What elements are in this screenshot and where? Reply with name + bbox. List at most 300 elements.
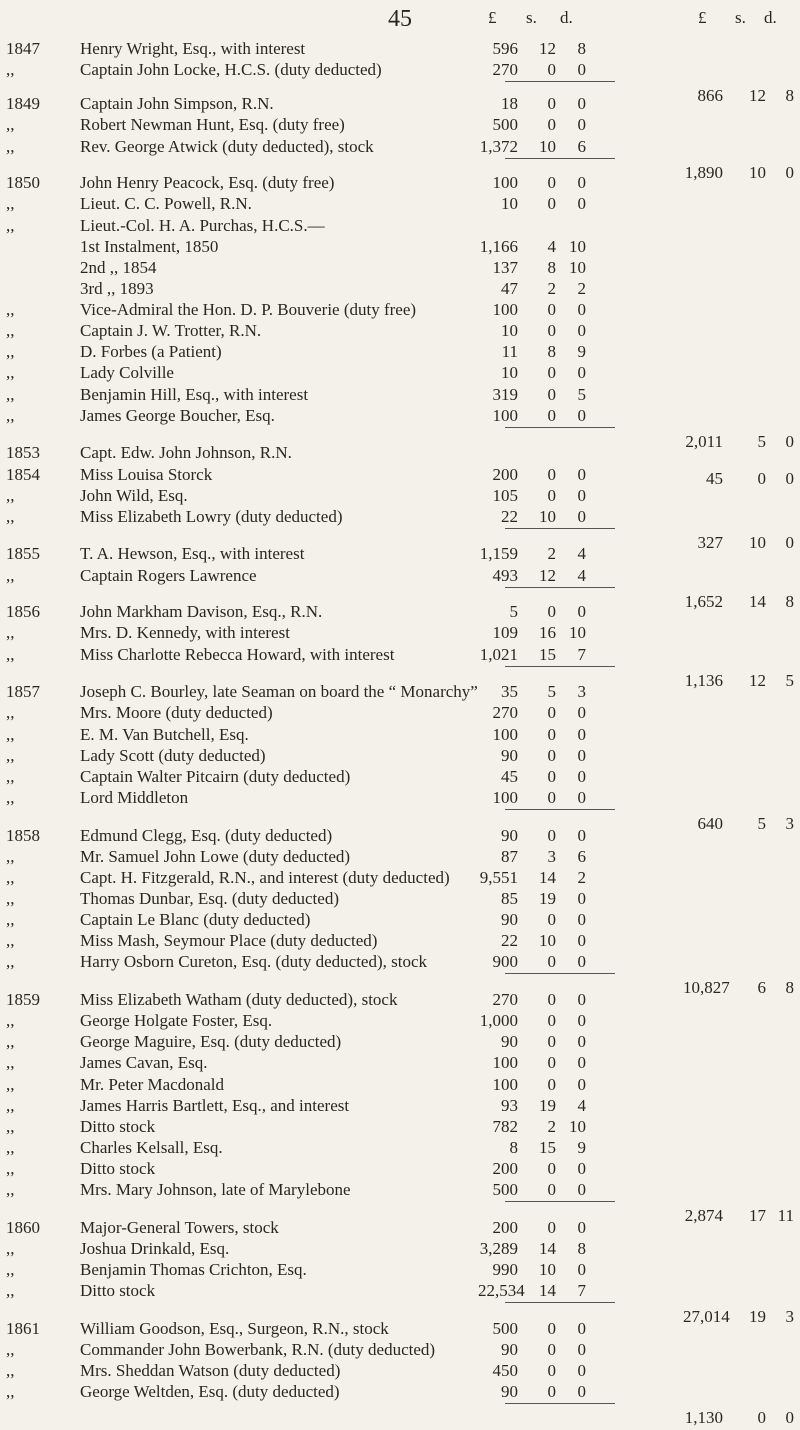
row-shillings: 0 xyxy=(547,990,556,1009)
row-pounds: 22 xyxy=(501,931,518,950)
row-pence: 0 xyxy=(577,826,586,845)
group-total xyxy=(0,161,800,185)
ledger-row xyxy=(0,950,800,974)
row-description: Joshua Drinkald, Esq. xyxy=(80,1239,230,1258)
row-pounds: 990 xyxy=(492,1260,518,1279)
row-year: 1861 xyxy=(6,1319,40,1338)
row-pounds: 450 xyxy=(492,1361,518,1380)
row-pounds: 10 xyxy=(501,321,518,340)
row-description: 3rd ,, 1893 xyxy=(80,279,154,298)
row-year: ,, xyxy=(6,300,15,319)
row-pounds: 45 xyxy=(501,767,518,786)
row-pounds: 137 xyxy=(492,258,518,277)
row-year: ,, xyxy=(6,194,15,213)
row-shillings: 0 xyxy=(547,385,556,404)
row-pence: 0 xyxy=(577,321,586,340)
row-year: ,, xyxy=(6,1159,15,1178)
row-pounds: 900 xyxy=(492,952,518,971)
ledger-row xyxy=(0,701,800,725)
row-year: ,, xyxy=(6,767,15,786)
row-year: ,, xyxy=(6,566,15,585)
row-year: ,, xyxy=(6,645,15,664)
row-shillings: 0 xyxy=(547,1218,556,1237)
sum-rule xyxy=(505,1302,615,1303)
row-shillings: 0 xyxy=(547,406,556,425)
row-shillings: 0 xyxy=(547,173,556,192)
row-pounds: 100 xyxy=(492,300,518,319)
row-pounds: 493 xyxy=(492,566,518,585)
row-description: Henry Wright, Esq., with interest xyxy=(80,39,306,58)
row-pounds: 200 xyxy=(492,465,518,484)
row-shillings: 0 xyxy=(547,94,556,113)
row-pence: 0 xyxy=(577,746,586,765)
row-year: ,, xyxy=(6,746,15,765)
row-year: ,, xyxy=(6,507,15,526)
row-year: ,, xyxy=(6,1117,15,1136)
row-year: ,, xyxy=(6,1096,15,1115)
row-shillings: 0 xyxy=(547,300,556,319)
row-description: Capt. H. Fitzgerald, R.N., and interest (duty deducted) xyxy=(80,868,450,887)
row-pounds: 100 xyxy=(492,406,518,425)
row-pence: 5 xyxy=(577,385,586,404)
row-pence: 0 xyxy=(577,60,586,79)
total-shillings: 10 xyxy=(749,163,766,182)
row-description: Ditto stock xyxy=(80,1117,156,1136)
column-header-pence: d. xyxy=(560,8,573,27)
row-pounds: 500 xyxy=(492,115,518,134)
row-shillings: 0 xyxy=(547,1382,556,1401)
total-shillings: 6 xyxy=(757,978,766,997)
row-description: Mrs. Mary Johnson, late of Marylebone xyxy=(80,1180,351,1199)
ledger-row xyxy=(0,786,800,810)
total-shillings: 0 xyxy=(757,469,766,488)
row-shillings: 10 xyxy=(539,931,556,950)
row-pounds: 100 xyxy=(492,1075,518,1094)
row-pounds: 109 xyxy=(492,623,518,642)
sum-rule xyxy=(505,1201,615,1202)
total-pence: 0 xyxy=(785,1408,794,1427)
total-shillings: 0 xyxy=(757,1408,766,1427)
row-pence: 0 xyxy=(577,173,586,192)
total-pounds: 1,130 xyxy=(684,1408,723,1427)
row-pence: 0 xyxy=(577,1011,586,1030)
row-pence: 0 xyxy=(577,1218,586,1237)
row-year: ,, xyxy=(6,931,15,950)
row-pence: 0 xyxy=(577,767,586,786)
ledger-row xyxy=(0,1051,800,1075)
row-year: ,, xyxy=(6,342,15,361)
row-shillings: 0 xyxy=(547,194,556,213)
row-pounds: 22 xyxy=(501,507,518,526)
row-year: ,, xyxy=(6,1260,15,1279)
total-shillings: 17 xyxy=(749,1206,766,1225)
row-pence: 0 xyxy=(577,990,586,1009)
row-shillings: 10 xyxy=(539,137,556,156)
row-pounds: 90 xyxy=(501,910,518,929)
row-pounds: 1,372 xyxy=(479,137,518,156)
row-description: John Markham Davison, Esq., R.N. xyxy=(80,602,323,621)
row-year: ,, xyxy=(6,725,15,744)
sum-rule xyxy=(505,973,615,974)
row-pounds: 18 xyxy=(501,94,518,113)
column-header-shillings2: s. xyxy=(735,8,746,27)
row-pence: 10 xyxy=(569,1117,586,1136)
row-pence: 2 xyxy=(577,868,586,887)
row-pounds: 10 xyxy=(501,194,518,213)
row-year: ,, xyxy=(6,137,15,156)
total-pence: 0 xyxy=(785,533,794,552)
row-pence: 8 xyxy=(577,39,586,58)
row-shillings: 0 xyxy=(547,1180,556,1199)
row-pence: 3 xyxy=(577,682,586,701)
row-shillings: 0 xyxy=(547,1075,556,1094)
row-shillings: 12 xyxy=(539,566,556,585)
row-shillings: 0 xyxy=(547,1361,556,1380)
ledger-row xyxy=(0,58,800,82)
total-shillings: 12 xyxy=(749,86,766,105)
row-description: Mrs. D. Kennedy, with interest xyxy=(80,623,290,642)
row-shillings: 0 xyxy=(547,703,556,722)
row-description: John Wild, Esq. xyxy=(80,486,188,505)
row-pence: 0 xyxy=(577,703,586,722)
total-pounds: 866 xyxy=(697,86,723,105)
row-pounds: 8 xyxy=(509,1138,518,1157)
row-shillings: 14 xyxy=(539,1281,556,1300)
row-pounds: 270 xyxy=(492,60,518,79)
row-description: Ditto stock xyxy=(80,1281,156,1300)
row-pence: 7 xyxy=(577,1281,586,1300)
ledger-row xyxy=(0,1178,800,1202)
row-description: Thomas Dunbar, Esq. (duty deducted) xyxy=(80,889,339,908)
row-year: 1849 xyxy=(6,94,40,113)
group-total xyxy=(0,976,800,1000)
row-shillings: 16 xyxy=(539,623,556,642)
total-pence: 0 xyxy=(785,432,794,451)
row-shillings: 14 xyxy=(539,1239,556,1258)
row-description: Edmund Clegg, Esq. (duty deducted) xyxy=(80,826,333,845)
row-shillings: 0 xyxy=(547,321,556,340)
total-pence: 8 xyxy=(785,978,794,997)
row-year: ,, xyxy=(6,788,15,807)
row-description: Commander John Bowerbank, R.N. (duty deducted) xyxy=(80,1340,436,1359)
row-description: James George Boucher, Esq. xyxy=(80,406,275,425)
row-pence: 0 xyxy=(577,952,586,971)
row-pounds: 47 xyxy=(501,279,518,298)
total-pounds: 1,136 xyxy=(684,671,723,690)
ledger-row xyxy=(0,621,800,645)
row-description: 1st Instalment, 1850 xyxy=(80,237,219,256)
row-pence: 0 xyxy=(577,910,586,929)
row-shillings: 2 xyxy=(547,1117,556,1136)
row-pence: 0 xyxy=(577,465,586,484)
row-year: ,, xyxy=(6,1138,15,1157)
row-year: ,, xyxy=(6,847,15,866)
row-pence: 8 xyxy=(577,1239,586,1258)
group-total xyxy=(0,1305,800,1329)
row-pence: 10 xyxy=(569,258,586,277)
row-year: ,, xyxy=(6,385,15,404)
total-pence: 8 xyxy=(785,86,794,105)
row-description: Mr. Peter Macdonald xyxy=(80,1075,224,1094)
row-year: 1856 xyxy=(6,602,40,621)
row-description: Miss Louisa Storck xyxy=(80,465,213,484)
row-year: 1854 xyxy=(6,465,40,484)
group-total xyxy=(0,669,800,693)
ledger-row xyxy=(0,505,800,529)
row-shillings: 15 xyxy=(539,1138,556,1157)
ledger-row xyxy=(0,564,800,588)
sum-rule xyxy=(505,809,615,810)
row-pence: 9 xyxy=(577,1138,586,1157)
ledger-row xyxy=(0,1380,800,1404)
row-year: 1853 xyxy=(6,443,40,462)
row-year: 1859 xyxy=(6,990,40,1009)
row-description: Capt. Edw. John Johnson, R.N. xyxy=(80,443,292,462)
row-pounds: 500 xyxy=(492,1319,518,1338)
total-pence: 5 xyxy=(785,671,794,690)
total-pounds: 27,014 xyxy=(683,1307,730,1326)
row-year: ,, xyxy=(6,1011,15,1030)
row-year: ,, xyxy=(6,868,15,887)
row-pounds: 782 xyxy=(492,1117,518,1136)
row-shillings: 10 xyxy=(539,1260,556,1279)
row-pence: 6 xyxy=(577,137,586,156)
row-shillings: 0 xyxy=(547,1053,556,1072)
row-pounds: 270 xyxy=(492,990,518,1009)
column-header-pounds: £ xyxy=(488,8,497,27)
row-pounds: 100 xyxy=(492,788,518,807)
row-pence: 0 xyxy=(577,931,586,950)
total-shillings: 5 xyxy=(757,814,766,833)
row-year: ,, xyxy=(6,1053,15,1072)
row-pounds: 200 xyxy=(492,1218,518,1237)
row-description: Vice-Admiral the Hon. D. P. Bouverie (duty free) xyxy=(80,300,417,319)
row-pence: 4 xyxy=(577,1096,586,1115)
row-pounds: 90 xyxy=(501,1382,518,1401)
row-description: Charles Kelsall, Esq. xyxy=(80,1138,223,1157)
row-pence: 0 xyxy=(577,1319,586,1338)
row-shillings: 0 xyxy=(547,746,556,765)
row-description: George Maguire, Esq. (duty deducted) xyxy=(80,1032,342,1051)
row-description: Rev. George Atwick (duty deducted), stock xyxy=(80,137,374,156)
row-pence: 10 xyxy=(569,623,586,642)
row-shillings: 0 xyxy=(547,486,556,505)
total-pounds: 1,890 xyxy=(684,163,723,182)
row-pounds: 100 xyxy=(492,725,518,744)
row-pence: 0 xyxy=(577,1159,586,1178)
ledger-row xyxy=(0,404,800,428)
row-description: George Holgate Foster, Esq. xyxy=(80,1011,273,1030)
total-pounds: 327 xyxy=(697,533,723,552)
row-pence: 0 xyxy=(577,1180,586,1199)
row-description: Miss Mash, Seymour Place (duty deducted) xyxy=(80,931,378,950)
row-shillings: 8 xyxy=(547,258,556,277)
row-description: Benjamin Thomas Crichton, Esq. xyxy=(80,1260,307,1279)
row-description: Lieut. C. C. Powell, R.N. xyxy=(80,194,252,213)
row-shillings: 0 xyxy=(547,1319,556,1338)
row-shillings: 10 xyxy=(539,507,556,526)
row-year: 1847 xyxy=(6,39,40,58)
row-pence: 7 xyxy=(577,645,586,664)
row-shillings: 0 xyxy=(547,952,556,971)
row-description: Lord Middleton xyxy=(80,788,189,807)
row-description: James Cavan, Esq. xyxy=(80,1053,208,1072)
row-year: ,, xyxy=(6,60,15,79)
row-pounds: 90 xyxy=(501,1340,518,1359)
row-description: Captain J. W. Trotter, R.N. xyxy=(80,321,262,340)
total-pounds: 45 xyxy=(706,469,723,488)
total-pence: 0 xyxy=(785,469,794,488)
row-year: ,, xyxy=(6,1340,15,1359)
row-pounds: 11 xyxy=(501,342,518,361)
ledger-row xyxy=(0,643,800,667)
row-description: 2nd ,, 1854 xyxy=(80,258,157,277)
row-pence: 4 xyxy=(577,566,586,585)
row-pounds: 90 xyxy=(501,826,518,845)
total-shillings: 10 xyxy=(749,533,766,552)
row-description: D. Forbes (a Patient) xyxy=(80,342,222,361)
row-description: Benjamin Hill, Esq., with interest xyxy=(80,385,309,404)
row-pounds: 1,166 xyxy=(479,237,518,256)
total-pounds: 2,011 xyxy=(685,432,723,451)
row-description: Miss Elizabeth Lowry (duty deducted) xyxy=(80,507,343,526)
row-description: Mr. Samuel John Lowe (duty deducted) xyxy=(80,847,351,866)
row-year: ,, xyxy=(6,406,15,425)
row-pounds: 100 xyxy=(492,1053,518,1072)
group-total xyxy=(0,467,800,491)
row-year: ,, xyxy=(6,1239,15,1258)
total-pounds: 2,874 xyxy=(684,1206,723,1225)
row-year: ,, xyxy=(6,910,15,929)
row-pounds: 200 xyxy=(492,1159,518,1178)
row-year: ,, xyxy=(6,115,15,134)
row-pounds: 90 xyxy=(501,1032,518,1051)
row-shillings: 0 xyxy=(547,465,556,484)
row-shillings: 5 xyxy=(547,682,556,701)
row-pence: 10 xyxy=(569,237,586,256)
row-description: Lieut.-Col. H. A. Purchas, H.C.S.— xyxy=(80,216,325,235)
total-pence: 11 xyxy=(777,1206,794,1225)
ledger-row xyxy=(0,1279,800,1303)
group-total xyxy=(0,812,800,836)
row-pence: 6 xyxy=(577,847,586,866)
row-pence: 0 xyxy=(577,300,586,319)
row-shillings: 0 xyxy=(547,826,556,845)
column-header-shillings: s. xyxy=(526,8,537,27)
row-pence: 0 xyxy=(577,1260,586,1279)
row-year: ,, xyxy=(6,1361,15,1380)
total-shillings: 12 xyxy=(749,671,766,690)
row-pence: 0 xyxy=(577,602,586,621)
row-pence: 0 xyxy=(577,363,586,382)
row-description: Lady Scott (duty deducted) xyxy=(80,746,266,765)
row-shillings: 12 xyxy=(539,39,556,58)
row-pence: 2 xyxy=(577,279,586,298)
row-shillings: 0 xyxy=(547,60,556,79)
row-shillings: 0 xyxy=(547,1032,556,1051)
row-year: ,, xyxy=(6,703,15,722)
row-year: ,, xyxy=(6,1281,15,1300)
row-pence: 0 xyxy=(577,1075,586,1094)
row-year: 1855 xyxy=(6,544,40,563)
ledger-row xyxy=(0,135,800,159)
row-description: Robert Newman Hunt, Esq. (duty free) xyxy=(80,115,345,134)
row-description: Miss Elizabeth Watham (duty deducted), stock xyxy=(80,990,398,1009)
row-description: John Henry Peacock, Esq. (duty free) xyxy=(80,173,335,192)
sum-rule xyxy=(505,81,615,82)
total-pounds: 10,827 xyxy=(683,978,730,997)
row-shillings: 0 xyxy=(547,1340,556,1359)
row-shillings: 0 xyxy=(547,767,556,786)
row-shillings: 0 xyxy=(547,1011,556,1030)
row-year: ,, xyxy=(6,216,15,235)
row-description: James Harris Bartlett, Esq., and interest xyxy=(80,1096,350,1115)
row-description: E. M. Van Butchell, Esq. xyxy=(80,725,249,744)
group-total xyxy=(0,531,800,555)
row-pounds: 90 xyxy=(501,746,518,765)
row-year: ,, xyxy=(6,363,15,382)
column-header-pence2: d. xyxy=(764,8,777,27)
total-pounds: 640 xyxy=(697,814,723,833)
row-shillings: 2 xyxy=(547,544,556,563)
total-pence: 3 xyxy=(785,814,794,833)
sum-rule xyxy=(505,666,615,667)
row-pounds: 10 xyxy=(501,363,518,382)
row-description: Captain John Locke, H.C.S. (duty deducted) xyxy=(80,60,382,79)
row-pence: 0 xyxy=(577,94,586,113)
row-shillings: 14 xyxy=(539,868,556,887)
total-shillings: 14 xyxy=(749,592,766,611)
row-pence: 4 xyxy=(577,544,586,563)
row-description: George Weltden, Esq. (duty deducted) xyxy=(80,1382,340,1401)
row-shillings: 0 xyxy=(547,1159,556,1178)
row-shillings: 3 xyxy=(547,847,556,866)
row-year: 1857 xyxy=(6,682,40,701)
row-shillings: 0 xyxy=(547,788,556,807)
row-description: Captain Walter Pitcairn (duty deducted) xyxy=(80,767,351,786)
row-description: Lady Colville xyxy=(80,363,174,382)
sum-rule xyxy=(505,1403,615,1404)
row-shillings: 8 xyxy=(547,342,556,361)
ledger-row xyxy=(0,361,800,385)
row-year: ,, xyxy=(6,486,15,505)
group-total xyxy=(0,84,800,108)
group-total xyxy=(0,1406,800,1430)
row-year: ,, xyxy=(6,321,15,340)
row-year: ,, xyxy=(6,889,15,908)
row-description: Ditto stock xyxy=(80,1159,156,1178)
row-description: Mrs. Moore (duty deducted) xyxy=(80,703,273,722)
row-pounds: 596 xyxy=(492,39,518,58)
row-year: ,, xyxy=(6,623,15,642)
total-shillings: 5 xyxy=(757,432,766,451)
row-year: ,, xyxy=(6,1075,15,1094)
sum-rule xyxy=(505,528,615,529)
row-pounds: 5 xyxy=(509,602,518,621)
row-year: ,, xyxy=(6,952,15,971)
total-pence: 3 xyxy=(785,1307,794,1326)
row-year: ,, xyxy=(6,1032,15,1051)
row-pounds: 270 xyxy=(492,703,518,722)
ledger-row xyxy=(0,113,800,137)
row-pounds: 9,551 xyxy=(479,868,518,887)
total-pence: 0 xyxy=(785,163,794,182)
row-pence: 0 xyxy=(577,1361,586,1380)
total-pounds: 1,652 xyxy=(684,592,723,611)
group-total xyxy=(0,590,800,614)
row-pounds: 87 xyxy=(501,847,518,866)
row-shillings: 0 xyxy=(547,602,556,621)
